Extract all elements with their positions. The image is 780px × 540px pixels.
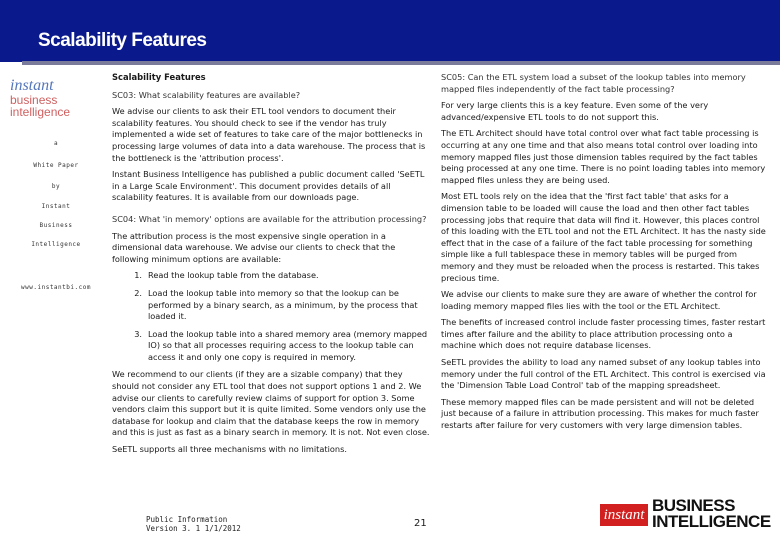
question-sc04: SC04: What 'in memory' options are available for the attribution processing? bbox=[112, 213, 427, 224]
right-column bbox=[441, 72, 767, 437]
question-sc03: SC03: What scalability features are available? bbox=[112, 89, 301, 100]
logo-instant: instant bbox=[10, 77, 54, 94]
sidebar-line: a bbox=[53, 140, 59, 147]
sidebar-line: Intelligence bbox=[31, 241, 81, 248]
paragraph: The benefits of increased control include faster processing times, faster restart times after failure and the ability to place attribution processing onto a machine which does not require database licenses. bbox=[441, 317, 766, 351]
page-title: Scalability Features bbox=[38, 30, 207, 51]
list-text: Load the lookup table into memory so that the lookup can be performed by a binary search, as a minimum, by the process that loaded it. bbox=[148, 287, 418, 322]
paragraph: We advise our clients to ask their ETL tool vendors to document their scalability features. You should check to see if the vendor has truly implemented a wide set of features to take care of the major bottlenecks in processing large volumes of data into a data warehouse. The process that is the bottleneck is the 'attribution process'. bbox=[112, 106, 426, 163]
list-item bbox=[112, 329, 432, 364]
list-number: 3. bbox=[134, 328, 142, 339]
footer-classification: Public Information bbox=[146, 515, 228, 524]
paragraph: We advise our clients to make sure they are aware of whether the control for loading memory mapped files lies with the tool or the ETL Architect. bbox=[441, 289, 757, 311]
logo-business: business bbox=[10, 93, 58, 107]
banner-shadow bbox=[22, 61, 780, 65]
paragraph: The ETL Architect should have total control over what fact table processing is occurring at any one time and that also means total control over loading into memory mapped files just those dimension tables required by the fact tables being processed at any one time. There is no point loading tables into memory mapped files unless they are being used. bbox=[441, 128, 766, 185]
list-number: 2. bbox=[134, 287, 142, 298]
sidebar-line: Instant bbox=[41, 203, 71, 210]
paragraph: These memory mapped files can be made persistent and will not be deleted just because of a failure in attribution processing. This makes for much faster restarts after failure for very customers with very large dimension tables. bbox=[441, 396, 759, 431]
brand-business: BUSINESS bbox=[652, 496, 735, 515]
sidebar-line: Business bbox=[39, 222, 73, 229]
logo-intelligence: intelligence bbox=[10, 105, 71, 119]
list-item bbox=[112, 270, 432, 282]
list-item bbox=[112, 288, 432, 323]
sidebar-line: by bbox=[51, 183, 61, 190]
paragraph: Most ETL tools rely on the idea that the 'first fact table' that asks for a dimension table to be loaded will cause the load and then other fact tables processing jobs that require that data will find it. However, this places control of this loading with the ETL tool and not the ETL Architect. It has the nasty side effect that in the case of a failure of the fact table processing for something simple like a full tablespace these in memory tables will be purged from memory and they must be reloaded when the process is restarted. This takes precious time. bbox=[441, 191, 766, 283]
brand-instant: instant bbox=[600, 504, 648, 526]
sidebar-logo bbox=[10, 78, 90, 118]
paragraph: The attribution process is the most expensive single operation in a dimensional data warehouse. We advise our clients to check that the following minimum options are available: bbox=[112, 230, 396, 264]
sidebar-website-link[interactable]: www.instantbi.com bbox=[21, 284, 91, 291]
footer-version: Version 3. 1 1/1/2012 bbox=[146, 524, 241, 533]
section-heading: Scalability Features bbox=[112, 72, 206, 82]
paragraph: For very large clients this is a key feature. Even some of the very advanced/expensive ETL tools to do not support this. bbox=[441, 100, 709, 122]
footer-info bbox=[146, 515, 241, 533]
paragraph: We recommend to our clients (if they are a sizable company) that they should not consider any ETL tool that does not support options 1 and 2. We advise our clients to carefully review claims of support for option 3. Some vendors claim this support but it is quite limited. Some vendors only use the database for lookup and claim that the database keeps the row in memory and this is just as fast as a binary search in memory. It is not. Not even close. bbox=[112, 369, 430, 438]
brand-intelligence: INTELLIGENCE bbox=[652, 512, 771, 531]
left-column bbox=[112, 72, 432, 461]
list-text: Load the lookup table into a shared memory area (memory mapped IO) so that all processes requiring access to the lookup table can access it and only one copy is required in memory. bbox=[148, 328, 428, 362]
sidebar-line: White Paper bbox=[33, 162, 79, 169]
paragraph: SeETL provides the ability to load any named subset of any lookup tables into memory under the full control of the ETL Architect. This control is exercised via the 'Dimension Table Load Control' tab of the mapping spreadsheet. bbox=[441, 357, 766, 391]
options-list bbox=[112, 270, 432, 363]
list-number: 1. bbox=[134, 270, 142, 281]
paragraph: SeETL supports all three mechanisms with no limitations. bbox=[112, 444, 347, 455]
question-sc05: SC05: Can the ETL system load a subset of the lookup tables into memory mapped files independently of the fact table processing? bbox=[441, 72, 746, 94]
page-number: 21 bbox=[414, 518, 427, 529]
brand-logo bbox=[600, 496, 780, 534]
paragraph: Instant Business Intelligence has published a public document called 'SeETL in a Large Scale Environment'. This document provides details of all scalability features. It is available from our downloads page. bbox=[112, 169, 425, 203]
list-text: Read the lookup table from the database. bbox=[148, 270, 319, 281]
